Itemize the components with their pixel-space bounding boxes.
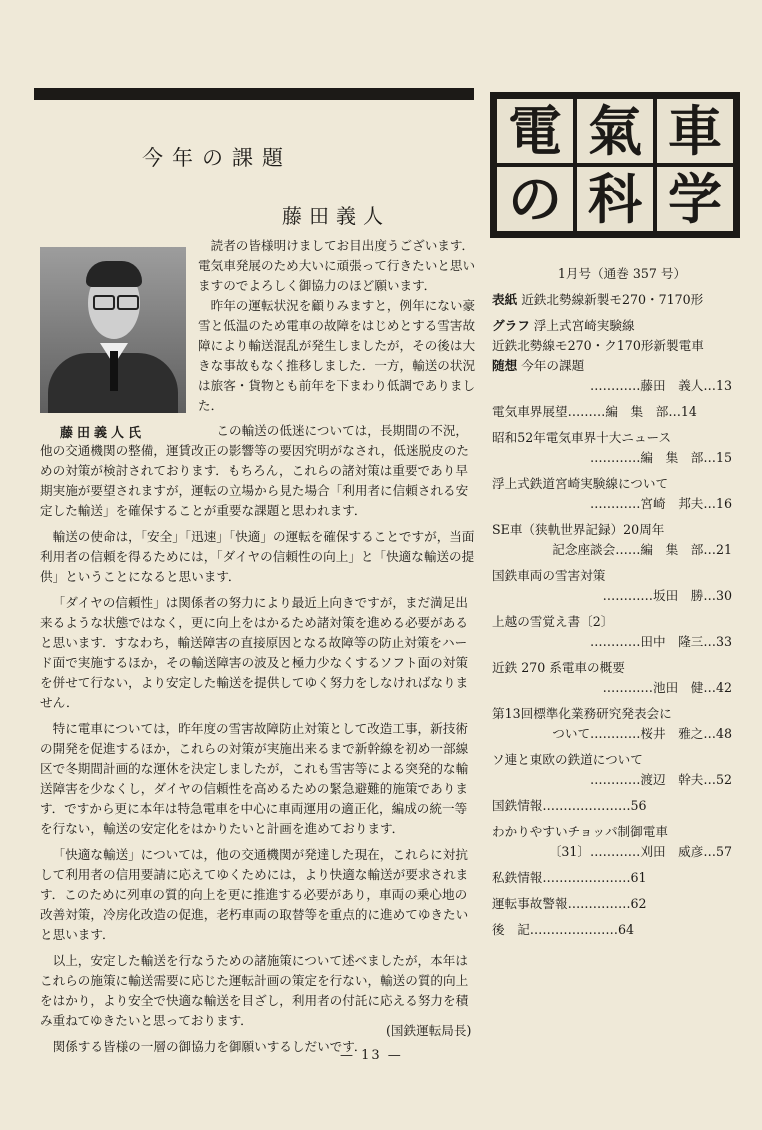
toc-text: 近鉄北勢線新製モ270・7170形 bbox=[521, 292, 704, 307]
toc-item bbox=[492, 566, 732, 606]
toc-item-line: 浮上式鉄道宮崎実験線について bbox=[492, 476, 669, 491]
article-title: 今年の課題 bbox=[142, 146, 292, 170]
toc-label: 表紙 bbox=[492, 292, 518, 307]
toc-item-line: わかりやすいチョッパ制御電車 bbox=[492, 824, 668, 839]
author-name: 藤田義人 bbox=[282, 204, 390, 228]
toc-text: 近鉄北勢線モ270・ク170形新製電車 bbox=[492, 338, 704, 353]
photo-caption: 藤田義人氏 bbox=[60, 426, 146, 441]
body-paragraph: 「ダイヤの信頼性」は関係者の努力により最近上向きですが，まだ満足出来るような状態ではなく，更に向上をはかるため諸対策を進める必要があると思います．すなわち，輸送障害の直接原因となる故障等の防止対策をハード面で実施するほか，その輸送障害の波及と極力少なくするソフト面の対策を併せて行ない，より安定した輸送を提供してゆく努力をしなければなりません． bbox=[40, 595, 469, 710]
article-body bbox=[40, 421, 478, 1057]
toc-item-line: …………渡辺 幹夫…52 bbox=[590, 772, 732, 787]
toc-essay bbox=[492, 356, 732, 376]
masthead-char: 学 bbox=[655, 165, 735, 233]
masthead-char: 科 bbox=[575, 165, 655, 233]
toc-item bbox=[492, 658, 732, 698]
toc-item bbox=[492, 474, 732, 514]
toc-item bbox=[492, 822, 732, 862]
body-paragraph: 輸送の使命は，「安全」「迅速」「快適」の運転を確保することですが，当面利用者の信頼を得るためには，「ダイヤの信頼性の向上」と「快適な輸送の提供」ということになると思います． bbox=[40, 529, 475, 584]
toc-item bbox=[492, 894, 732, 914]
body-paragraph: 以上，安定した輸送を行なうための諸施策について述べましたが，本年はこれらの施策に輸送需要に応じた運転計画の策定を行ない，輸送の質的向上をはかり，より安全で快適な輸送を目ざし，利用者の付託に応える努力を積み重ねてゆきたいと思っております． bbox=[40, 953, 469, 1028]
toc-item-line: ついて…………桜井 雅之…48 bbox=[552, 726, 732, 741]
author-photo bbox=[40, 247, 186, 413]
intro-text bbox=[198, 236, 476, 416]
toc-item-line: 後 記…………………64 bbox=[492, 922, 634, 937]
toc-item-line: SE車（狭軌世界記録）20周年 bbox=[492, 522, 665, 537]
toc-item-line: 国鉄車両の雪害対策 bbox=[492, 568, 606, 583]
masthead-char: 氣 bbox=[575, 97, 655, 165]
toc-entry: …………藤田 義人…13 bbox=[590, 378, 732, 393]
toc-item-line: …………編 集 部…15 bbox=[590, 450, 732, 465]
toc-item bbox=[492, 704, 732, 744]
toc-cover bbox=[492, 290, 732, 310]
toc-item-line: 第13回標準化業務研究発表会に bbox=[492, 706, 672, 721]
toc-item bbox=[492, 796, 732, 816]
body-paragraph: 関係する皆様の一層の御協力を御願いするしだいです． bbox=[52, 1039, 367, 1054]
issue-number: 1月号（通巻 357 号） bbox=[557, 266, 687, 281]
author-affiliation: (国鉄運転局長) bbox=[386, 1023, 472, 1038]
body-paragraph: 「快適な輸送」については，他の交通機関が発達した現在，これらに対抗して利用者の信用要請に応えてゆくためには，より快適な輸送が要求されます．このために列車の質的向上を更に推進する必要があり，車両の乗心地の改善対策，冷房化改造の促進，老朽車両の取替等を重点的に進めてゆきたいと思います． bbox=[40, 847, 469, 942]
toc-item bbox=[492, 520, 732, 560]
table-of-contents bbox=[492, 264, 732, 940]
body-paragraph: 特に電車については，昨年度の雪害故障防止対策として改造工事，新技術の開発を促進するほか，これらの対策が実施出来るまで新幹線を初め一部線区で冬期間計画的な運休を決定しましたが，これも雪害等による突発的な輸送障害を少なくし，ダイヤの信頼性を高めるための緊急避難的施策であります．ですから更に本年は特急電車を中心に車両運用の適正化，編成の統一等を行ない，輸送の安定化をはかりたいと計画を進めております． bbox=[40, 721, 469, 836]
toc-text: 浮上式宮崎実験線 bbox=[533, 318, 635, 333]
masthead-char: の bbox=[495, 165, 575, 233]
toc-graph bbox=[492, 316, 732, 336]
page-number: — 13 — bbox=[340, 1048, 403, 1063]
toc-item bbox=[492, 428, 732, 468]
toc-item bbox=[492, 868, 732, 888]
toc-item-line: …………池田 健…42 bbox=[602, 680, 732, 695]
toc-item-line: …………坂田 勝…30 bbox=[602, 588, 732, 603]
toc-item bbox=[492, 612, 732, 652]
intro-paragraph: 読者の皆様明けましてお目出度うございます．電気車発展のため大いに頑張って行きたいと思いますのでよろしく御協力のほど願います． bbox=[198, 238, 476, 293]
toc-item-line: 国鉄情報…………………56 bbox=[492, 798, 647, 813]
masthead-char: 電 bbox=[495, 97, 575, 165]
toc-text: 今年の課題 bbox=[521, 358, 585, 373]
toc-item-line: …………田中 隆三…33 bbox=[590, 634, 732, 649]
toc-item-line: 電気車界展望………編 集 部…14 bbox=[492, 404, 697, 419]
toc-item-line: 私鉄情報…………………61 bbox=[492, 870, 647, 885]
toc-item-line: …………宮崎 邦夫…16 bbox=[590, 496, 732, 511]
toc-item-line: 記念座談会……編 集 部…21 bbox=[552, 542, 732, 557]
masthead-char: 車 bbox=[655, 97, 735, 165]
toc-item bbox=[492, 402, 732, 422]
toc-item bbox=[492, 920, 732, 940]
magazine-masthead bbox=[490, 92, 740, 238]
toc-item-line: 上越の雪覚え書〔2〕 bbox=[492, 614, 614, 629]
toc-item-line: 近鉄 270 系電車の概要 bbox=[492, 660, 625, 675]
toc-item-line: 〔31〕…………刈田 威彦…57 bbox=[548, 844, 732, 859]
toc-label: 随想 bbox=[492, 358, 518, 373]
toc-item-line: 運転事故警報……………62 bbox=[492, 896, 647, 911]
toc-item bbox=[492, 750, 732, 790]
toc-item-line: ソ連と東欧の鉄道について bbox=[492, 752, 643, 767]
intro-paragraph: 昨年の運転状況を顧りみますと，例年にない豪雪と低温のため電車の故障をはじめとする雪害故障により輸送混乱が発生しましたが，その後は大きな事故もなく推移しました．一方，輸送の状況は旅客・貨物とも前年を下まわり低調でありました． bbox=[198, 298, 476, 413]
toc-item-line: 昭和52年電気車界十大ニュース bbox=[492, 430, 672, 445]
body-paragraph: この輸送の低迷については，長期間の不況，他の交通機関の整備，運賃改正の影響等の要因究明がなされ，低迷脱皮のための対策が検討されております．もちろん，これらの諸対策は重要であり早期実施が要望されますが，運転の立場から見た場合「利用者に信頼される安定した輸送」を確保することが重要な課題と思われます． bbox=[40, 423, 469, 518]
toc-label: グラフ bbox=[492, 318, 530, 333]
title-rule bbox=[34, 88, 474, 100]
